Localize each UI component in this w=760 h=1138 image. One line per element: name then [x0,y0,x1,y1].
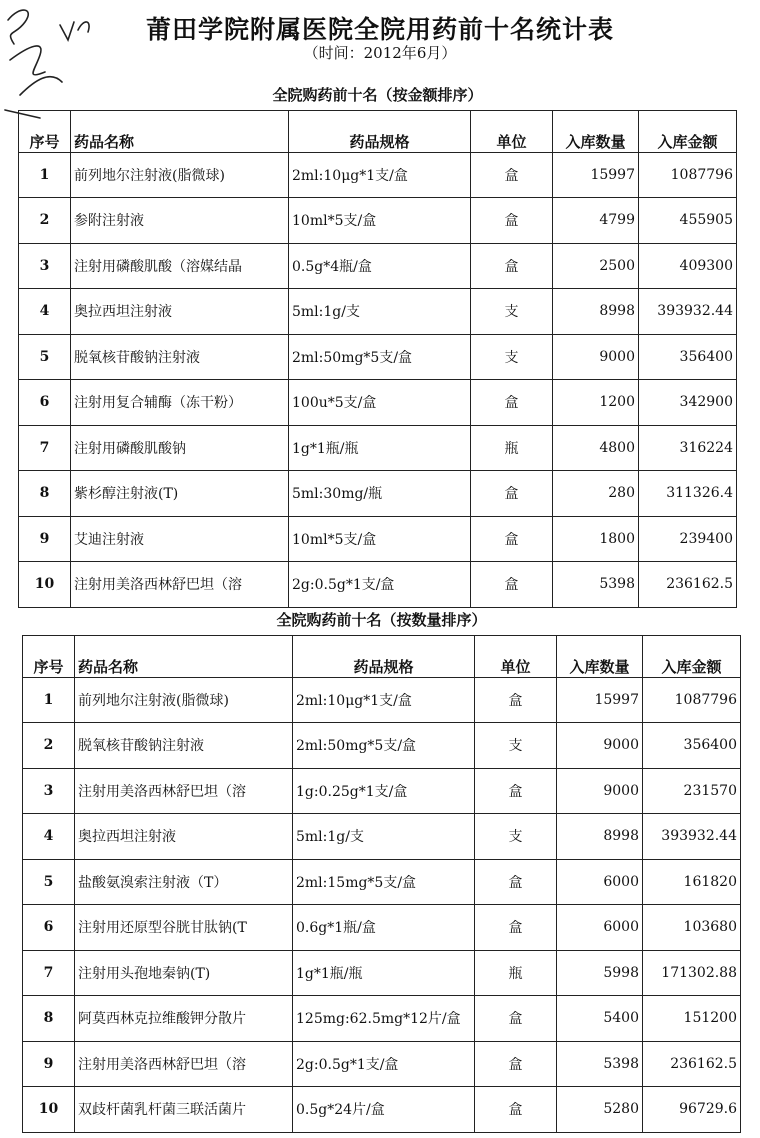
row-number: 7 [23,950,75,996]
row-number: 6 [19,380,71,426]
drug-name: 注射用美洛西林舒巴坦（溶 [71,562,289,608]
row-number: 8 [19,471,71,517]
quantity-cell: 9000 [553,334,639,380]
quantity-cell: 1200 [553,380,639,426]
quantity-cell: 9000 [557,768,643,814]
drug-name: 注射用复合辅酶（冻干粉） [71,380,289,426]
row-number: 2 [19,198,71,244]
drug-spec: 0.5g*24片/盒 [293,1087,475,1133]
col-header-amount: 入库金额 [643,635,741,677]
row-number: 5 [19,334,71,380]
table-row [19,380,737,426]
drug-name: 阿莫西林克拉维酸钾分散片 [75,996,293,1042]
amount-cell: 356400 [639,334,737,380]
drug-spec: 2ml:50mg*5支/盒 [289,334,471,380]
quantity-cell: 6000 [557,859,643,905]
table-row [23,677,741,723]
drug-name: 脱氧核苷酸钠注射液 [75,723,293,769]
col-header-spec: 药品规格 [289,110,471,152]
unit-cell: 盒 [475,768,557,814]
row-number: 6 [23,905,75,951]
col-header-name: 药品名称 [75,635,293,677]
col-header-name: 药品名称 [71,110,289,152]
col-header-spec: 药品规格 [293,635,475,677]
unit-cell: 盒 [475,1087,557,1133]
amount-cell: 342900 [639,380,737,426]
unit-cell: 盒 [471,198,553,244]
row-number: 10 [19,562,71,608]
row-number: 2 [23,723,75,769]
drug-spec: 5ml:1g/支 [289,289,471,335]
quantity-cell: 9000 [557,723,643,769]
amount-cell: 151200 [643,996,741,1042]
table-row [19,198,737,244]
amount-cell: 1087796 [643,677,741,723]
row-number: 3 [23,768,75,814]
table-row [23,723,741,769]
quantity-cell: 5280 [557,1087,643,1133]
row-number: 4 [23,814,75,860]
drug-name: 前列地尔注射液(脂微球) [75,677,293,723]
table-row [19,516,737,562]
quantity-cell: 1800 [553,516,639,562]
quantity-cell: 5398 [557,1041,643,1087]
amount-ranking-table [18,80,737,608]
row-number: 5 [23,859,75,905]
drug-spec: 2ml:10μg*1支/盒 [289,152,471,198]
drug-name: 双歧杆菌乳杆菌三联活菌片 [75,1087,293,1133]
drug-spec: 125mg:62.5mg*12片/盒 [293,996,475,1042]
unit-cell: 盒 [471,380,553,426]
unit-cell: 瓶 [471,425,553,471]
section-title-quantity: 全院购药前十名（按数量排序） [276,611,487,630]
drug-spec: 100u*5支/盒 [289,380,471,426]
unit-cell: 盒 [471,516,553,562]
quantity-cell: 15997 [553,152,639,198]
table-row [23,859,741,905]
quantity-cell: 15997 [557,677,643,723]
unit-cell: 盒 [471,562,553,608]
quantity-cell: 5400 [557,996,643,1042]
unit-cell: 支 [471,289,553,335]
table-row [19,425,737,471]
quantity-cell: 4799 [553,198,639,244]
table-row [23,1041,741,1087]
amount-cell: 1087796 [639,152,737,198]
drug-spec: 0.5g*4瓶/盒 [289,243,471,289]
unit-cell: 盒 [471,152,553,198]
amount-cell: 393932.44 [643,814,741,860]
drug-name: 前列地尔注射液(脂微球) [71,152,289,198]
quantity-cell: 5998 [557,950,643,996]
table-row [19,243,737,289]
table-row [23,814,741,860]
col-header-qty: 入库数量 [557,635,643,677]
quantity-ranking-table [22,605,741,1133]
row-number: 9 [19,516,71,562]
quantity-cell: 8998 [553,289,639,335]
quantity-cell: 4800 [553,425,639,471]
table-row [23,905,741,951]
quantity-cell: 280 [553,471,639,517]
row-number: 9 [23,1041,75,1087]
row-number: 4 [19,289,71,335]
report-period: （时间：2012年6月） [303,44,457,62]
unit-cell: 支 [475,814,557,860]
drug-spec: 2ml:10μg*1支/盒 [293,677,475,723]
table-row [23,950,741,996]
table-row [19,289,737,335]
amount-cell: 393932.44 [639,289,737,335]
drug-name: 注射用还原型谷胱甘肽钠(T [75,905,293,951]
page-title: 莆田学院附属医院全院用药前十名统计表 [145,15,614,44]
table-row [19,152,737,198]
amount-cell: 239400 [639,516,737,562]
drug-spec: 10ml*5支/盒 [289,198,471,244]
table-row [19,471,737,517]
section-title-amount: 全院购药前十名（按金额排序） [272,86,483,105]
col-header-amount: 入库金额 [639,110,737,152]
table-row [23,996,741,1042]
row-number: 8 [23,996,75,1042]
amount-cell: 161820 [643,859,741,905]
drug-spec: 2g:0.5g*1支/盒 [293,1041,475,1087]
table-row [19,334,737,380]
amount-cell: 96729.6 [643,1087,741,1133]
col-header-unit: 单位 [471,110,553,152]
unit-cell: 盒 [475,859,557,905]
unit-cell: 支 [471,334,553,380]
col-header-qty: 入库数量 [553,110,639,152]
drug-spec: 1g*1瓶/瓶 [289,425,471,471]
drug-spec: 2ml:15mg*5支/盒 [293,859,475,905]
amount-cell: 236162.5 [643,1041,741,1087]
row-number: 3 [19,243,71,289]
drug-name: 紫杉醇注射液(T) [71,471,289,517]
row-number: 1 [23,677,75,723]
drug-spec: 2ml:50mg*5支/盒 [293,723,475,769]
drug-name: 注射用头孢地秦钠(T) [75,950,293,996]
amount-cell: 231570 [643,768,741,814]
col-header-no: 序号 [19,110,71,152]
drug-name: 盐酸氨溴索注射液（T） [75,859,293,905]
drug-spec: 2g:0.5g*1支/盒 [289,562,471,608]
amount-cell: 311326.4 [639,471,737,517]
unit-cell: 盒 [475,996,557,1042]
quantity-cell: 6000 [557,905,643,951]
row-number: 10 [23,1087,75,1133]
amount-cell: 455905 [639,198,737,244]
amount-cell: 316224 [639,425,737,471]
unit-cell: 盒 [471,471,553,517]
drug-spec: 10ml*5支/盒 [289,516,471,562]
drug-spec: 5ml:30mg/瓶 [289,471,471,517]
drug-name: 脱氧核苷酸钠注射液 [71,334,289,380]
drug-spec: 0.6g*1瓶/盒 [293,905,475,951]
quantity-cell: 5398 [553,562,639,608]
drug-name: 奥拉西坦注射液 [75,814,293,860]
drug-spec: 5ml:1g/支 [293,814,475,860]
amount-cell: 236162.5 [639,562,737,608]
unit-cell: 盒 [475,905,557,951]
table-row [23,1087,741,1133]
quantity-cell: 8998 [557,814,643,860]
table-header [23,635,741,677]
drug-name: 参附注射液 [71,198,289,244]
unit-cell: 盒 [475,677,557,723]
amount-cell: 356400 [643,723,741,769]
unit-cell: 盒 [475,1041,557,1087]
drug-name: 注射用磷酸肌酸（溶媒结晶 [71,243,289,289]
amount-cell: 103680 [643,905,741,951]
drug-name: 注射用美洛西林舒巴坦（溶 [75,1041,293,1087]
table-row [23,768,741,814]
drug-name: 奥拉西坦注射液 [71,289,289,335]
drug-spec: 1g*1瓶/瓶 [293,950,475,996]
drug-name: 艾迪注射液 [71,516,289,562]
unit-cell: 盒 [471,243,553,289]
table-header [19,110,737,152]
drug-spec: 1g:0.25g*1支/盒 [293,768,475,814]
unit-cell: 瓶 [475,950,557,996]
drug-name: 注射用美洛西林舒巴坦（溶 [75,768,293,814]
drug-name: 注射用磷酸肌酸钠 [71,425,289,471]
quantity-cell: 2500 [553,243,639,289]
col-header-no: 序号 [23,635,75,677]
row-number: 7 [19,425,71,471]
amount-cell: 171302.88 [643,950,741,996]
table-row [19,562,737,608]
amount-cell: 409300 [639,243,737,289]
unit-cell: 支 [475,723,557,769]
col-header-unit: 单位 [475,635,557,677]
row-number: 1 [19,152,71,198]
